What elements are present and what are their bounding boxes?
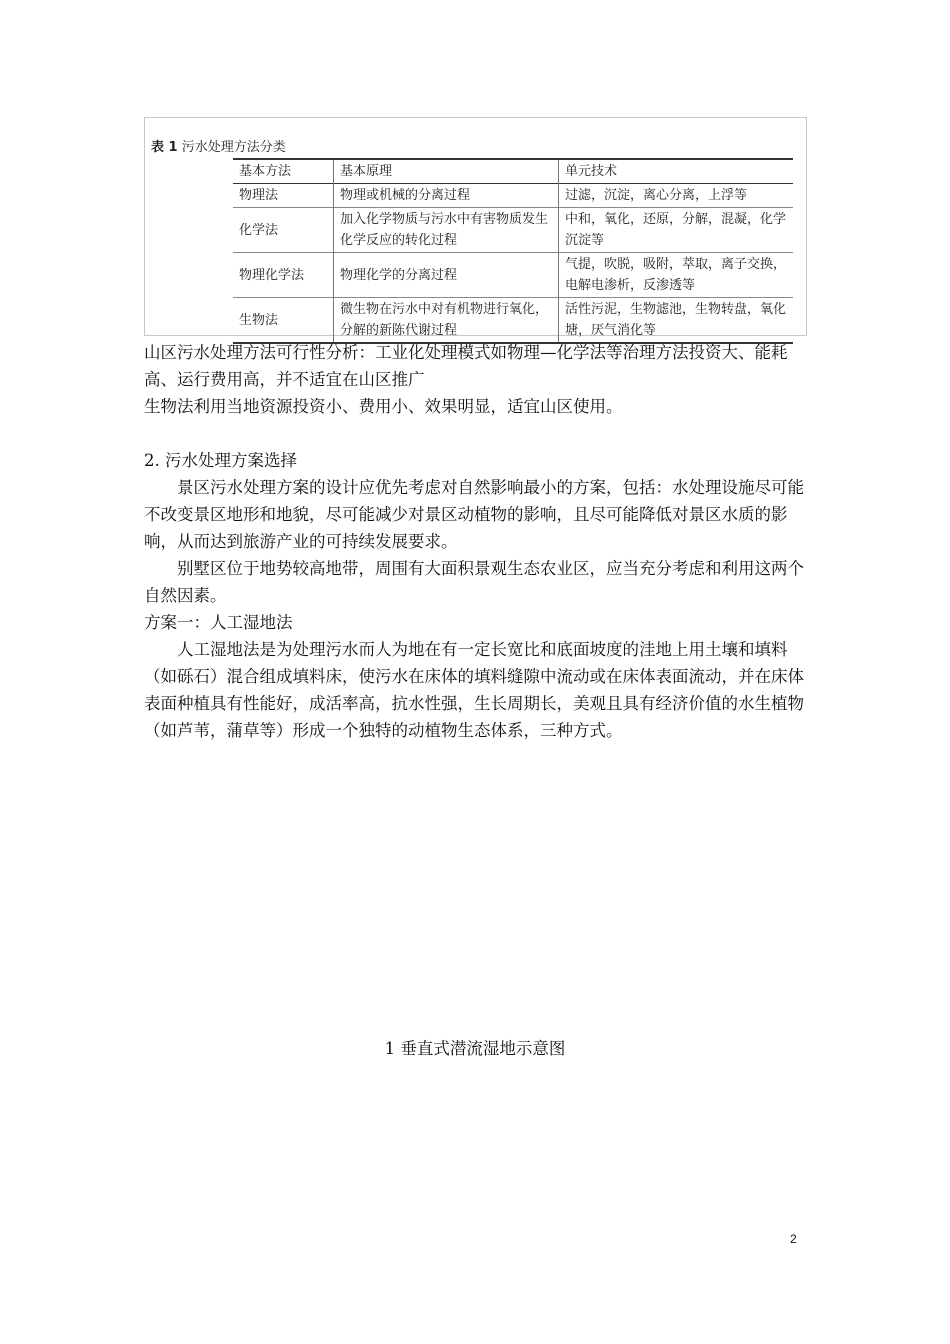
page-number: 2 — [790, 1232, 797, 1246]
header-basic-method: 基本方法 — [239, 164, 292, 179]
table-cell: 活性污泥，生物滤池，生物转盘，氧化塘，厌气消化等 — [559, 298, 794, 344]
table-cell: 物理化学法 — [239, 267, 305, 283]
figure-caption: 1 垂直式潜流湿地示意图 — [384, 1039, 566, 1058]
table-cell: 气提，吹脱，吸附，萃取，离子交换，电解电渗析，反渗透等 — [559, 253, 794, 298]
table-cell: 加入化学物质与污水中有害物质发生化学反应的转化过程 — [334, 208, 559, 253]
analysis-paragraph: 山区污水处理方法可行性分析：工业化处理模式如物理—化学法等治理方法投资大、能耗高、运行费用高，并不适宜在山区推广 — [144, 343, 788, 389]
methods-table — [233, 158, 793, 344]
table-cell: 过滤，沉淀，离心分离，上浮等 — [559, 184, 794, 208]
table-row — [233, 184, 793, 208]
header-unit-technology: 单元技术 — [559, 159, 794, 184]
body-paragraph: 人工湿地法是为处理污水而人为地在有一定长宽比和底面坡度的洼地上用土壤和填料（如砾石）混合组成填料床，使污水在床体的填料缝隙中流动或在床体表面流动，并在床体表面种植具有性能好，成活率高，抗水性强，生长周期长，美观且具有经济价值的水生植物（如芦苇，蒲草等）形成一个独特的动植物生态体系，三种方式。 — [144, 640, 804, 740]
table-row — [233, 208, 793, 253]
table-cell: 中和，氧化，还原，分解，混凝，化学沉淀等 — [559, 208, 794, 253]
body-text — [144, 339, 814, 744]
blank-line — [144, 420, 814, 447]
table-figure — [144, 117, 807, 336]
table-row — [233, 298, 793, 344]
table-cell: 化学法 — [239, 222, 279, 238]
table-cell: 微生物在污水中对有机物进行氧化，分解的新陈代谢过程 — [334, 298, 559, 344]
body-paragraph: 别墅区位于地势较高地带，周围有大面积景观生态农业区，应当充分考虑和利用这两个自然因素。 — [144, 559, 804, 605]
table-caption-label: 表 1 — [151, 140, 178, 155]
plan-heading: 方案一：人工湿地法 — [144, 613, 293, 632]
table-cell: 物理化学的分离过程 — [334, 253, 559, 298]
table-cell: 物理或机械的分离过程 — [334, 184, 559, 208]
table-cell: 生物法 — [239, 312, 279, 328]
body-paragraph: 景区污水处理方案的设计应优先考虑对自然影响最小的方案，包括：水处理设施尽可能不改变景区地形和地貌，尽可能减少对景区动植物的影响，且尽可能降低对景区水质的影响，从而达到旅游产业的可持续发展要求。 — [144, 478, 804, 551]
table-row — [233, 253, 793, 298]
table-header-row — [233, 159, 793, 184]
section-heading: 2. 污水处理方案选择 — [144, 451, 297, 470]
table-caption-text: 污水处理方法分类 — [181, 140, 286, 155]
table-cell: 物理法 — [239, 188, 279, 203]
table-caption — [151, 136, 286, 155]
analysis-paragraph: 生物法利用当地资源投资小、费用小、效果明显，适宜山区使用。 — [144, 397, 623, 416]
header-basic-principle: 基本原理 — [334, 159, 559, 184]
